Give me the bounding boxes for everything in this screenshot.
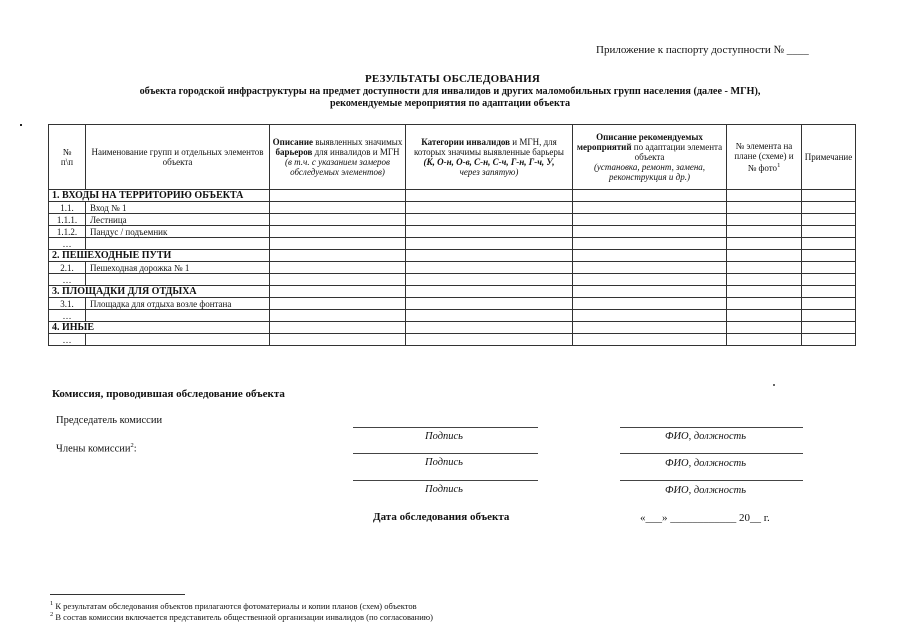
table-cell bbox=[406, 274, 573, 286]
row-element-name bbox=[86, 238, 270, 250]
table-cell bbox=[802, 202, 856, 214]
table-cell bbox=[406, 310, 573, 322]
stray-dot bbox=[773, 384, 775, 386]
row-number: … bbox=[49, 310, 86, 322]
table-cell bbox=[270, 190, 406, 202]
table-cell bbox=[406, 214, 573, 226]
table-cell bbox=[573, 202, 727, 214]
signature-caption: Подпись bbox=[425, 484, 463, 495]
table-cell bbox=[573, 250, 727, 262]
table-cell bbox=[270, 286, 406, 298]
table-cell bbox=[802, 262, 856, 274]
table-cell bbox=[802, 310, 856, 322]
table-cell bbox=[727, 286, 802, 298]
table-cell bbox=[270, 226, 406, 238]
table-row bbox=[49, 274, 856, 286]
row-number: … bbox=[49, 238, 86, 250]
table-cell bbox=[727, 190, 802, 202]
row-number: 1.1. bbox=[49, 202, 86, 214]
table-cell bbox=[573, 322, 727, 334]
table-cell bbox=[270, 214, 406, 226]
row-number: 2.1. bbox=[49, 262, 86, 274]
footnote-1: $^1$ К результатам обследования объектов прилагаются фотоматериалы и копии планов (схем) объектов bbox=[50, 600, 417, 611]
section-row bbox=[49, 322, 856, 334]
section-row bbox=[49, 190, 856, 202]
table-cell bbox=[802, 214, 856, 226]
table-cell bbox=[270, 274, 406, 286]
table-header-row bbox=[49, 125, 856, 190]
table-cell bbox=[802, 226, 856, 238]
table-cell bbox=[573, 262, 727, 274]
section-row bbox=[49, 250, 856, 262]
section-title: 3. ПЛОЩАДКИ ДЛЯ ОТДЫХА bbox=[49, 286, 270, 298]
subtitle-line-2: рекомендуемые мероприятия по адаптации объекта bbox=[329, 98, 571, 109]
footnote-2: $^2$ В состав комиссии включается представитель общественной организации инвалидов (по согласованию) bbox=[50, 611, 433, 622]
table-cell bbox=[802, 190, 856, 202]
table-cell bbox=[406, 298, 573, 310]
section-title: 1. ВХОДЫ НА ТЕРРИТОРИЮ ОБЪЕКТА bbox=[49, 190, 270, 202]
table-cell bbox=[727, 250, 802, 262]
table-cell bbox=[802, 250, 856, 262]
row-element-name: Пешеходная дорожка № 1 bbox=[86, 262, 270, 274]
table-cell bbox=[573, 214, 727, 226]
table-cell bbox=[406, 334, 573, 346]
table-cell bbox=[727, 226, 802, 238]
subtitle-line-1: объекта городской инфраструктуры на предмет доступности для инвалидов и других маломобильных групп населения (далее - МГН), bbox=[139, 86, 761, 97]
row-element-name bbox=[86, 310, 270, 322]
table-cell bbox=[573, 238, 727, 250]
signature-caption: Подпись bbox=[425, 457, 463, 468]
table-cell bbox=[406, 202, 573, 214]
commission-heading: Комиссия, проводившая обследование объекта bbox=[52, 388, 285, 400]
fio-line bbox=[620, 453, 803, 454]
row-number: 1.1.2. bbox=[49, 226, 86, 238]
table-cell bbox=[802, 286, 856, 298]
table-row bbox=[49, 238, 856, 250]
table-cell bbox=[573, 310, 727, 322]
table-cell bbox=[406, 286, 573, 298]
members-label: Члены комиссии$^2$: bbox=[56, 442, 137, 455]
survey-table bbox=[48, 124, 856, 346]
row-element-name: Площадка для отдыха возле фонтана bbox=[86, 298, 270, 310]
table-cell bbox=[270, 322, 406, 334]
table-row bbox=[49, 334, 856, 346]
section-title: 2. ПЕШЕХОДНЫЕ ПУТИ bbox=[49, 250, 270, 262]
row-number: 1.1.1. bbox=[49, 214, 86, 226]
table-cell bbox=[727, 202, 802, 214]
table-row bbox=[49, 310, 856, 322]
table-row bbox=[49, 298, 856, 310]
document-title: РЕЗУЛЬТАТЫ ОБСЛЕДОВАНИЯ bbox=[365, 73, 540, 85]
table-cell bbox=[573, 226, 727, 238]
table-cell bbox=[573, 286, 727, 298]
col-header-name: Наименование групп и отдельных элементов объекта bbox=[86, 125, 270, 190]
table-cell bbox=[802, 274, 856, 286]
fio-caption: ФИО, должность bbox=[665, 485, 746, 496]
table-cell bbox=[573, 298, 727, 310]
table-row bbox=[49, 226, 856, 238]
table-cell bbox=[270, 310, 406, 322]
table-cell bbox=[270, 202, 406, 214]
section-row bbox=[49, 286, 856, 298]
fio-caption: ФИО, должность bbox=[665, 458, 746, 469]
table-cell bbox=[270, 298, 406, 310]
fio-line bbox=[620, 427, 803, 428]
row-number: 3.1. bbox=[49, 298, 86, 310]
footnote-divider bbox=[50, 594, 185, 595]
table-cell bbox=[573, 274, 727, 286]
table-cell bbox=[406, 226, 573, 238]
col-header-category: Категории инвалидов и МГН, для которых значимы выявленные барьеры (К, О-н, О-в, С-н, С-ч, Г-н, Г-ч, У, через запятую) bbox=[406, 125, 573, 190]
row-element-name bbox=[86, 274, 270, 286]
fio-caption: ФИО, должность bbox=[665, 431, 746, 442]
table-cell bbox=[727, 274, 802, 286]
table-row bbox=[49, 202, 856, 214]
row-number: … bbox=[49, 334, 86, 346]
table-cell bbox=[727, 298, 802, 310]
table-row bbox=[49, 214, 856, 226]
row-element-name: Пандус / подъемник bbox=[86, 226, 270, 238]
col-header-barriers: Описание выявленных значимых барьеров для инвалидов и МГН (в т.ч. с указанием замеров обследуемых элементов) bbox=[270, 125, 406, 190]
appendix-label: Приложение к паспорту доступности № ____ bbox=[596, 44, 809, 56]
fio-line bbox=[620, 480, 803, 481]
section-title: 4. ИНЫЕ bbox=[49, 322, 270, 334]
row-element-name bbox=[86, 334, 270, 346]
table-cell bbox=[802, 322, 856, 334]
signature-line bbox=[353, 427, 538, 428]
col-header-measures: Описание рекомендуемых мероприятий по адаптации элемента объекта (установка, ремонт, замена, реконструкция и др.) bbox=[573, 125, 727, 190]
table-cell bbox=[727, 214, 802, 226]
row-element-name: Лестница bbox=[86, 214, 270, 226]
col-header-notes: Примечание bbox=[802, 125, 856, 190]
table-cell bbox=[727, 238, 802, 250]
table-cell bbox=[802, 298, 856, 310]
col-header-number: № п\п bbox=[49, 125, 86, 190]
table-cell bbox=[406, 262, 573, 274]
survey-date-label: Дата обследования объекта bbox=[373, 511, 510, 523]
signature-line bbox=[353, 453, 538, 454]
table-cell bbox=[573, 190, 727, 202]
stray-dot bbox=[20, 124, 22, 126]
table-cell bbox=[727, 310, 802, 322]
signature-caption: Подпись bbox=[425, 431, 463, 442]
table-body bbox=[49, 190, 856, 346]
table-cell bbox=[270, 262, 406, 274]
table-cell bbox=[406, 238, 573, 250]
table-cell bbox=[406, 322, 573, 334]
table-row bbox=[49, 262, 856, 274]
table-cell bbox=[727, 322, 802, 334]
table-cell bbox=[727, 334, 802, 346]
table-cell bbox=[727, 262, 802, 274]
col-header-plan: № элемента на плане (схеме) и № фото$^1$ bbox=[727, 125, 802, 190]
table-cell bbox=[270, 238, 406, 250]
chairman-label: Председатель комиссии bbox=[56, 415, 163, 426]
table-cell bbox=[802, 334, 856, 346]
table-cell bbox=[406, 190, 573, 202]
table-cell bbox=[406, 250, 573, 262]
table-cell bbox=[270, 334, 406, 346]
signature-line bbox=[353, 480, 538, 481]
table-cell bbox=[573, 334, 727, 346]
survey-date-value: «___» ____________ 20__ г. bbox=[640, 512, 770, 524]
row-number: … bbox=[49, 274, 86, 286]
table-cell bbox=[802, 238, 856, 250]
document-subtitle bbox=[70, 86, 830, 110]
row-element-name: Вход № 1 bbox=[86, 202, 270, 214]
table-cell bbox=[270, 250, 406, 262]
